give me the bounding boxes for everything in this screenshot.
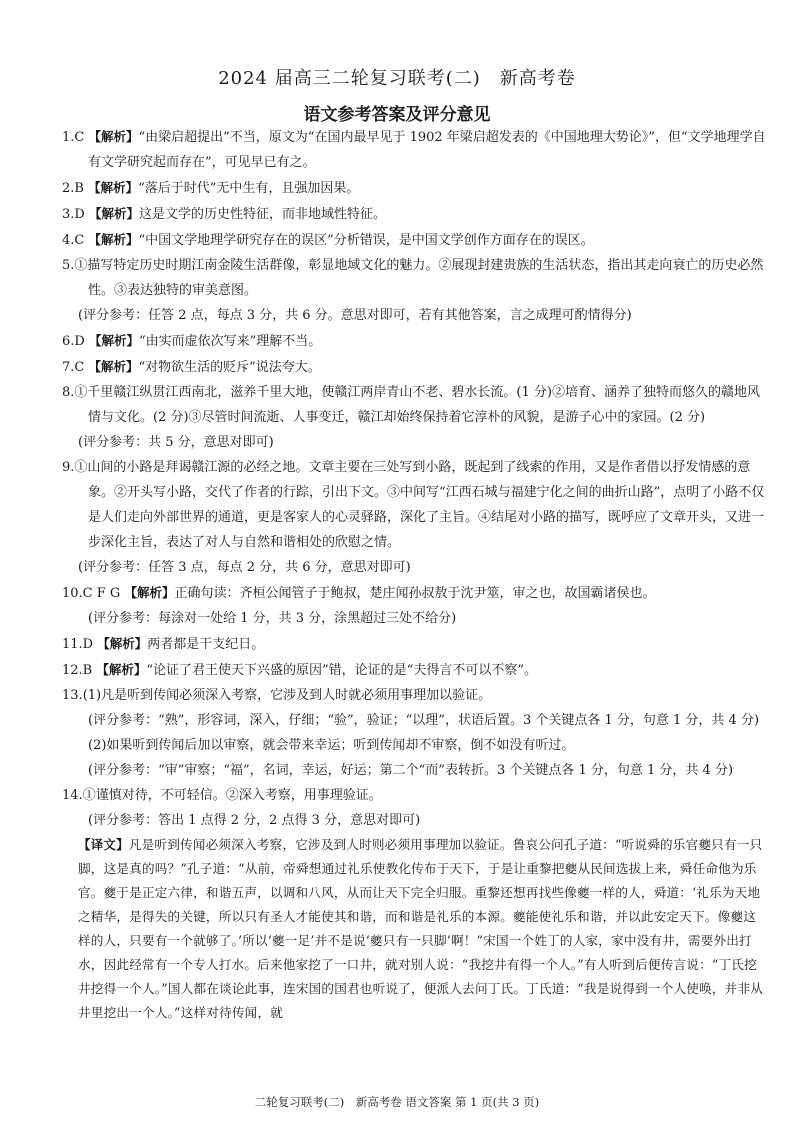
answer-item-13: 13.(1)凡是听到传闻必须深入考察，它涉及到人时就必须用事理加以验证。 — [62, 688, 492, 703]
scoring-note-10: (评分参考：每涂对一处给 1 分，共 3 分，涂黑超过三处不给分) — [88, 611, 457, 626]
answer-item-8: 8.①千里赣江纵贯江西南北，滋养千里大地，使赣江两岸青山不老、碧水长流。(1 分)②培育、涵养了独特而悠久的赣地风情与文化。(2 分)③尽管时间流逝、人事变迁，赣江却始终保持着它淳朴的风貌，是游子心中的家园。(2 分) — [62, 385, 760, 425]
scoring-note-13-1: (评分参考：“熟”，形容词，深入，仔细；“验”，验证；“以理”，状语后置。3 个关键点各 1 分，句意 1 分，共 4 分) — [88, 713, 760, 728]
answer-item-2: 2.B 【解析】“落后于时代”无中生有，且强加因果。 — [62, 180, 360, 196]
answer-item-1: 1.C 【解析】“由梁启超提出”不当，原文为“在国内最早见于 1902 年梁启超发表的《中国地理大势论》”，但“文学地理学自有文学研究起而存在”，可见早已有之。 — [62, 129, 766, 170]
answer-item-3: 3.D 【解析】这是文学的历史性特征，而非地域性特征。 — [62, 206, 386, 222]
answer-content — [62, 124, 768, 1025]
answer-item-13-2: (2)如果听到传闻后加以审察，就会带来幸运；听到传闻却不审察，倒不如没有听过。 — [88, 738, 575, 753]
scoring-note-9: (评分参考：任答 3 点，每点 2 分，共 6 分，意思对即可) — [78, 560, 411, 575]
answer-item-5: 5.①描写特定历史时期江南金陵生活群像，彰显地域文化的魅力。②展现封建贵族的生活状态，指出其走向衰亡的历史必然性。③表达独特的审美意图。 — [62, 258, 764, 298]
answer-item-9: 9.①山间的小路是拜谒赣江源的必经之地。文章主要在三处写到小路，既起到了线索的作用，又是作者借以抒发情感的意象。②开头写小路，交代了作者的行踪，引出下文。③中间写“江西石城与福建宁化之间的曲折山路”，点明了小路不仅是人们走向外部世界的通道，更是客家人的心灵驿路，深化了主旨。④结尾对小路的描写，既呼应了文章开头，又进一步深化主旨，表达了对人与自然和谐相处的欣慰之情。 — [62, 460, 765, 550]
page-footer: 二轮复习联考(二) 新高考卷 语文答案 第 1 页(共 3 页) — [254, 1095, 540, 1109]
answer-item-14: 14.①谨慎对待，不可轻信。②深入考察，用事理验证。 — [62, 788, 382, 803]
answer-item-10: 10.C F G 【解析】正确句读：齐桓公闻管子于鲍叔，楚庄闻孙叔敖于沈尹筮，审之也，故国霸诸侯也。 — [62, 585, 656, 601]
translation-paragraph: 【译文】凡是听到传闻必须深入考察，它涉及到人时则必须用事理加以验证。鲁哀公问孔子道：“听说舜的乐官夔只有一只脚，这是真的吗？”孔子道：“从前，帝舜想通过礼乐使教化传布于天下，于是让重黎把夔从民间选拔上来，舜任命他为乐官。夔于是正定六律，和谐五声，以调和八风，从而让天下完全归服。重黎还想再找些像夔一样的人，舜道：‘礼乐为天地之精华，是得失的关键，所以只有圣人才能使其和谐，而和谐是礼乐的本源。夔能使礼乐和谐，并以此安定天下。像夔这样的人，只要有一个就够了。’所以‘夔一足’并不是说‘夔只有一只脚’啊！”宋国一个姓丁的人家，家中没有井，需要外出打水，因此经常有一个专人打水。后来他家挖了一口井，就对别人说：“我挖井有得一个人。”有人听到后便传言说：“丁氏挖井挖得一个人。”国人都在谈论此事，连宋国的国君也听说了，便派人去问丁氏。丁氏道：“我是说得到一个人使唤，并非从井里挖出一个人。”这样对待传闻，就 — [78, 837, 764, 1020]
page-subtitle: 语文参考答案及评分意见 — [303, 105, 491, 125]
scoring-note-13-2: (评分参考：“审”审察；“福”，名词，幸运，好运；第二个“而”表转折。3 个关键点各 1 分，句意 1 分，共 4 分) — [88, 763, 734, 778]
page-title: 2024 届高三二轮复习联考(二) 新高考卷 — [218, 68, 576, 89]
answer-item-7: 7.C 【解析】“对物欲生活的贬斥”说法夸大。 — [62, 359, 321, 375]
scoring-note-8: (评分参考：共 5 分，意思对即可) — [78, 435, 274, 450]
answer-item-4: 4.C 【解析】“中国文学地理学研究存在的误区”分析错误，是中国文学创作方面存在的误区。 — [62, 232, 594, 248]
answer-item-6: 6.D 【解析】“由实而虚依次写来”理解不当。 — [62, 333, 322, 349]
answer-item-11: 11.D 【解析】两者都是干支纪日。 — [62, 636, 265, 652]
scoring-note-5: (评分参考：任答 2 点，每点 3 分，共 6 分。意思对即可，若有其他答案，言之成理可酌情得分) — [78, 308, 632, 323]
scoring-note-14: (评分参考：答出 1 点得 2 分，2 点得 3 分，意思对即可) — [88, 813, 421, 828]
answer-item-12: 12.B 【解析】“论证了君王使天下兴盛的原因”错，论证的是“夫得言不可以不察”。 — [62, 662, 537, 678]
